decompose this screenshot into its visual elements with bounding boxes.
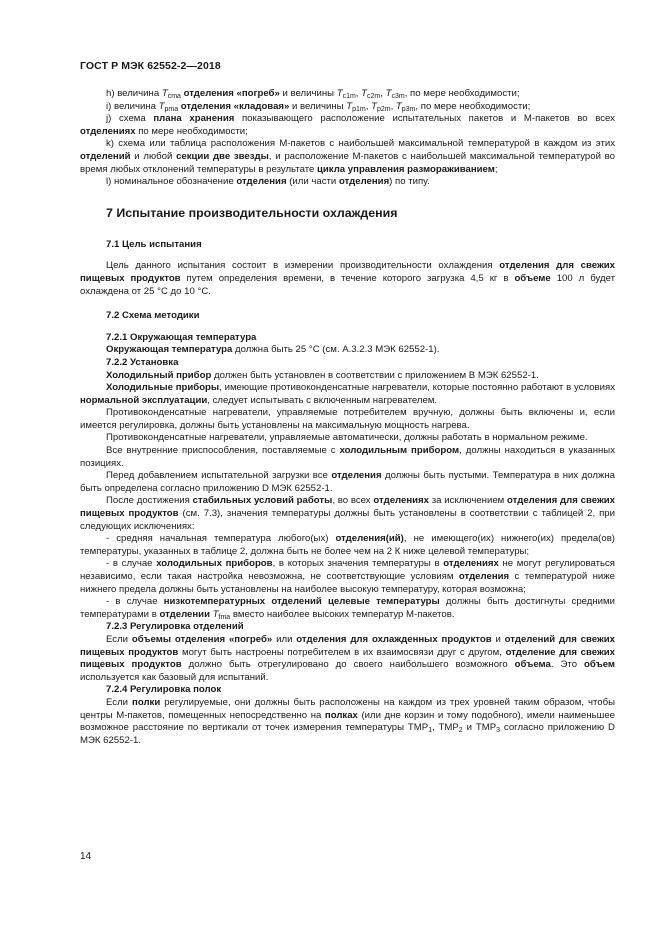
paragraph-7-2-2-2: Холодильные приборы, имеющие противоконденсатные нагреватели, которые постоянно работают в условиях нормальной эксплуатации, следует испытывать с включенным нагревателем.	[80, 382, 615, 406]
paragraph-7-2-1: Окружающая температура должна быть 25 °С (см. А.3.2.3 МЭК 62552-1).	[106, 344, 440, 356]
subsection-7-2-1-title: 7.2.1 Окружающая температура	[106, 331, 257, 343]
page-number: 14	[80, 851, 92, 862]
subsection-7-2-4-title: 7.2.4 Регулировка полок	[106, 684, 222, 696]
paragraph-7-1: Цель данного испытания состоит в измерении производительности охлаждения отделения для свежих пищевых продуктов путем определения времени, в течение которого загрузка 4,5 кг в объеме 100 л будет охлаждена от 25 °С до 10 °С.	[80, 260, 616, 297]
subsection-7-2-2-title: 7.2.2 Установка	[106, 356, 179, 368]
paragraph-7-2-2-5: Все внутренние приспособления, поставляемые с холодильным прибором, должны находиться в указанных позициях.	[80, 445, 615, 469]
paragraph-7-2-3: Если объемы отделения «погреб» или отделения для охлажденных продуктов и отделений для свежих пищевых продуктов могут быть настроены потребителем в их взаимосвязи друг с другом, отделение для свежих пищевых продуктов должно быть отрегулировано до своего наибольшего возможного объема. Это объем используется как базовый для испытаний.	[80, 633, 616, 683]
paragraph-7-2-2-1: Холодильный прибор должен быть установлен в соответствии с приложением В МЭК 62552-1.	[106, 369, 539, 381]
document-body	[80, 88, 615, 747]
exception-item-1: - средняя начальная температура любого(ых) отделения(ий), не имеющего(их) нижнего(их) предела(ов) температуры, указанных в таблице 2, должна быть не более чем на 2 К ниже целевой температуры;	[80, 533, 615, 557]
list-item-h: h) величина $T_{cma}$ отделения «погреб» и величины $T_{c1m}$, $T_{c2m}$, $T_{c3m}$, по мере необходимости;	[106, 88, 520, 100]
paragraph-7-2-2-6: Перед добавлением испытательной загрузки все отделения должны быть пустыми. Температура в них должна быть определена согласно приложению D МЭК 62552-1.	[80, 470, 615, 494]
paragraph-7-2-4: Если полки регулируемые, они должны быть расположены на каждом из трех уровней таким образом, чтобы центры М-пакетов, помещенных непосредственно на полках (или дне корзин и тому подобного), имели наименьшее возможное расстояние по вертикали от точек измерения температуры $TMP_1$, $TMP_2$ и $TMP_3$ согласно приложению D МЭК 62552-1.	[80, 696, 616, 746]
subsection-7-1-title: 7.1 Цель испытания	[106, 238, 202, 250]
list-item-i: i) величина $T_{pma}$ отделения «кладовая» и величины $T_{p1m}$, $T_{p2m}$, $T_{p3m}$, по мере необходимости;	[106, 100, 531, 113]
section-7-title: 7 Испытание производительности охлаждения	[106, 205, 398, 220]
exception-item-2: - в случае холодильных приборов, в которых значения температуры в отделениях не могут регулироваться независимо, если такая настройка невозможна, не соответствующие условиям отделения с температурой ниже нижнего предела должны быть установлены на наиболее высокую температуру, которая возможна;	[80, 558, 616, 595]
subsection-7-2-title: 7.2 Схема методики	[106, 310, 200, 322]
subsection-7-2-3-title: 7.2.3 Регулировка отделений	[106, 621, 244, 633]
paragraph-7-2-2-3: Противоконденсатные нагреватели, управляемые потребителем вручную, должны быть включены и, если имеется регулировка, должны быть установлены на максимальную мощность нагрева.	[80, 407, 615, 431]
list-item-l: l) номинальное обозначение отделения (или части отделения) по типу.	[106, 176, 430, 188]
list-item-j: j) схема плана хранения показывающего расположение испытательных пакетов и М-пакетов во всех отделениях по мере необходимости;	[80, 113, 615, 137]
standard-header: ГОСТ Р МЭК 62552-2—2018	[80, 60, 221, 72]
paragraph-7-2-2-7: После достижения стабильных условий работы, во всех отделениях за исключением отделения для свежих пищевых продуктов (см. 7.3), значения температуры должны быть установлены в соответствии с таблицей 2, при следующих исключениях:	[80, 495, 615, 532]
exception-item-3: - в случае низкотемпературных отделений целевые температуры должны быть достигнуты средними температурами в отделении $T_{fma}$ вместо наиболее высоких температур М-пакетов.	[80, 596, 615, 621]
list-item-k: k) схема или таблица расположения М-пакетов с наибольшей максимальной температурой в каждом из этих отделений и любой секции две звезды, и расположение М-пакетов с наибольшей максимальной температурой во время любых отклонений температуры в результате цикла управления размораживанием;	[80, 138, 616, 175]
paragraph-7-2-2-4: Противоконденсатные нагреватели, управляемые автоматически, должны работать в нормальном режиме.	[106, 432, 588, 444]
